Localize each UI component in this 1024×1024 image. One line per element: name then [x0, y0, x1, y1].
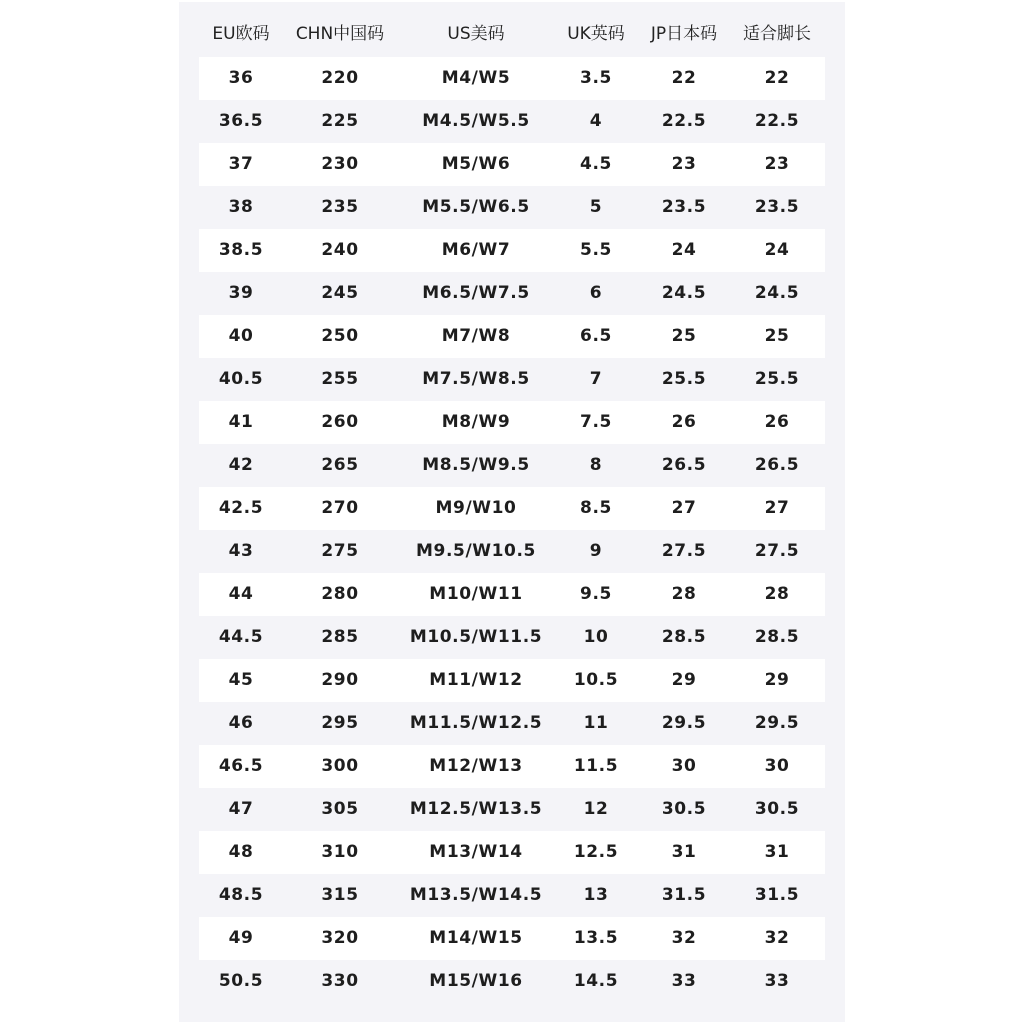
cell-chn: 255 [321, 369, 359, 389]
cell-chn: 290 [321, 670, 359, 690]
header-jp: JP日本码 [650, 24, 718, 44]
table-row [199, 143, 825, 186]
cell-foot-length: 27.5 [754, 541, 800, 561]
cell-uk: 12 [583, 799, 609, 819]
cell-jp: 25.5 [661, 369, 707, 389]
table-row [199, 186, 825, 229]
cell-jp: 25 [671, 326, 697, 346]
cell-eu: 39 [228, 283, 254, 303]
cell-foot-length: 24 [764, 240, 790, 260]
cell-uk: 4.5 [580, 154, 612, 174]
table-row [199, 745, 825, 788]
table-row [199, 960, 825, 1003]
cell-foot-length: 26 [764, 412, 790, 432]
table-row [199, 530, 825, 573]
cell-jp: 22.5 [661, 111, 707, 131]
cell-jp: 31.5 [661, 885, 707, 905]
cell-uk: 6 [589, 283, 603, 303]
cell-chn: 250 [321, 326, 359, 346]
cell-us: M13.5/W14.5 [409, 885, 543, 905]
cell-us: M7.5/W8.5 [422, 369, 530, 389]
cell-us: M8.5/W9.5 [422, 455, 530, 475]
table-row [199, 229, 825, 272]
cell-chn: 310 [321, 842, 359, 862]
cell-eu: 36.5 [218, 111, 264, 131]
cell-eu: 40.5 [218, 369, 264, 389]
cell-eu: 42 [228, 455, 254, 475]
cell-foot-length: 23 [764, 154, 790, 174]
cell-jp: 23 [671, 154, 697, 174]
cell-chn: 260 [321, 412, 359, 432]
cell-us: M9/W10 [435, 498, 517, 518]
cell-us: M6.5/W7.5 [422, 283, 530, 303]
header-chn: CHN中国码 [295, 24, 385, 44]
table-row [199, 659, 825, 702]
cell-jp: 24 [671, 240, 697, 260]
cell-chn: 225 [321, 111, 359, 131]
cell-us: M10/W11 [429, 584, 523, 604]
cell-eu: 37 [228, 154, 254, 174]
cell-jp: 23.5 [661, 197, 707, 217]
header-uk: UK英码 [567, 24, 625, 44]
table-row [199, 272, 825, 315]
cell-foot-length: 28 [764, 584, 790, 604]
header-eu: EU欧码 [212, 24, 270, 44]
cell-chn: 265 [321, 455, 359, 475]
cell-foot-length: 29.5 [754, 713, 800, 733]
header-foot-length: 适合脚长 [743, 24, 811, 44]
cell-foot-length: 22 [764, 68, 790, 88]
cell-us: M10.5/W11.5 [409, 627, 543, 647]
cell-jp: 26 [671, 412, 697, 432]
cell-uk: 3.5 [580, 68, 612, 88]
cell-jp: 22 [671, 68, 697, 88]
table-row [199, 487, 825, 530]
cell-us: M12.5/W13.5 [409, 799, 543, 819]
cell-foot-length: 25.5 [754, 369, 800, 389]
cell-chn: 275 [321, 541, 359, 561]
cell-eu: 40 [228, 326, 254, 346]
cell-uk: 13.5 [573, 928, 619, 948]
cell-chn: 235 [321, 197, 359, 217]
cell-jp: 26.5 [661, 455, 707, 475]
table-row [199, 874, 825, 917]
table-row [199, 616, 825, 659]
cell-foot-length: 31 [764, 842, 790, 862]
cell-eu: 49 [228, 928, 254, 948]
cell-chn: 315 [321, 885, 359, 905]
cell-chn: 220 [321, 68, 359, 88]
table-row [199, 831, 825, 874]
cell-jp: 30 [671, 756, 697, 776]
cell-eu: 45 [228, 670, 254, 690]
cell-chn: 305 [321, 799, 359, 819]
cell-us: M11.5/W12.5 [409, 713, 543, 733]
cell-eu: 48.5 [218, 885, 264, 905]
cell-jp: 29.5 [661, 713, 707, 733]
cell-us: M4.5/W5.5 [422, 111, 530, 131]
cell-eu: 41 [228, 412, 254, 432]
cell-chn: 270 [321, 498, 359, 518]
table-row [199, 100, 825, 143]
cell-us: M7/W8 [441, 326, 511, 346]
cell-eu: 38 [228, 197, 254, 217]
cell-eu: 38.5 [218, 240, 264, 260]
cell-uk: 7.5 [580, 412, 612, 432]
size-chart-panel [179, 2, 845, 1022]
cell-jp: 27 [671, 498, 697, 518]
cell-eu: 48 [228, 842, 254, 862]
cell-us: M9.5/W10.5 [416, 541, 536, 561]
cell-uk: 6.5 [580, 326, 612, 346]
cell-jp: 28 [671, 584, 697, 604]
cell-uk: 11 [583, 713, 609, 733]
cell-uk: 13 [583, 885, 609, 905]
table-row [199, 358, 825, 401]
size-chart-header [199, 12, 825, 56]
cell-uk: 7 [589, 369, 603, 389]
cell-foot-length: 22.5 [754, 111, 800, 131]
cell-foot-length: 23.5 [754, 197, 800, 217]
cell-us: M6/W7 [441, 240, 511, 260]
cell-foot-length: 30 [764, 756, 790, 776]
table-row [199, 315, 825, 358]
table-row [199, 444, 825, 487]
cell-foot-length: 29 [764, 670, 790, 690]
cell-eu: 44 [228, 584, 254, 604]
cell-foot-length: 24.5 [754, 283, 800, 303]
cell-uk: 9.5 [580, 584, 612, 604]
cell-jp: 29 [671, 670, 697, 690]
cell-eu: 50.5 [218, 971, 264, 991]
table-row [199, 401, 825, 444]
cell-us: M13/W14 [429, 842, 523, 862]
cell-jp: 32 [671, 928, 697, 948]
cell-jp: 28.5 [661, 627, 707, 647]
cell-uk: 14.5 [573, 971, 619, 991]
cell-foot-length: 28.5 [754, 627, 800, 647]
cell-uk: 5.5 [580, 240, 612, 260]
cell-jp: 30.5 [661, 799, 707, 819]
cell-us: M14/W15 [429, 928, 523, 948]
cell-us: M11/W12 [429, 670, 523, 690]
cell-us: M5.5/W6.5 [422, 197, 530, 217]
cell-uk: 5 [589, 197, 603, 217]
cell-us: M4/W5 [441, 68, 511, 88]
cell-foot-length: 30.5 [754, 799, 800, 819]
cell-uk: 9 [589, 541, 603, 561]
cell-uk: 10.5 [573, 670, 619, 690]
cell-uk: 4 [589, 111, 603, 131]
cell-us: M5/W6 [441, 154, 511, 174]
cell-chn: 285 [321, 627, 359, 647]
table-row [199, 788, 825, 831]
cell-chn: 240 [321, 240, 359, 260]
cell-jp: 31 [671, 842, 697, 862]
table-row [199, 57, 825, 100]
cell-foot-length: 25 [764, 326, 790, 346]
cell-chn: 320 [321, 928, 359, 948]
cell-uk: 8 [589, 455, 603, 475]
cell-chn: 330 [321, 971, 359, 991]
cell-eu: 43 [228, 541, 254, 561]
cell-chn: 300 [321, 756, 359, 776]
cell-chn: 280 [321, 584, 359, 604]
cell-jp: 24.5 [661, 283, 707, 303]
cell-eu: 46.5 [218, 756, 264, 776]
cell-jp: 33 [671, 971, 697, 991]
cell-us: M15/W16 [429, 971, 523, 991]
cell-eu: 42.5 [218, 498, 264, 518]
cell-jp: 27.5 [661, 541, 707, 561]
cell-eu: 47 [228, 799, 254, 819]
cell-chn: 245 [321, 283, 359, 303]
table-row [199, 702, 825, 745]
table-row [199, 917, 825, 960]
header-us: US美码 [447, 24, 505, 44]
cell-foot-length: 26.5 [754, 455, 800, 475]
cell-us: M12/W13 [429, 756, 523, 776]
cell-foot-length: 32 [764, 928, 790, 948]
cell-eu: 36 [228, 68, 254, 88]
cell-foot-length: 33 [764, 971, 790, 991]
cell-chn: 230 [321, 154, 359, 174]
cell-foot-length: 27 [764, 498, 790, 518]
cell-uk: 10 [583, 627, 609, 647]
table-row [199, 573, 825, 616]
cell-chn: 295 [321, 713, 359, 733]
size-chart-body [199, 57, 825, 1003]
cell-uk: 11.5 [573, 756, 619, 776]
cell-eu: 46 [228, 713, 254, 733]
cell-uk: 8.5 [580, 498, 612, 518]
cell-foot-length: 31.5 [754, 885, 800, 905]
cell-uk: 12.5 [573, 842, 619, 862]
cell-us: M8/W9 [441, 412, 511, 432]
cell-eu: 44.5 [218, 627, 264, 647]
